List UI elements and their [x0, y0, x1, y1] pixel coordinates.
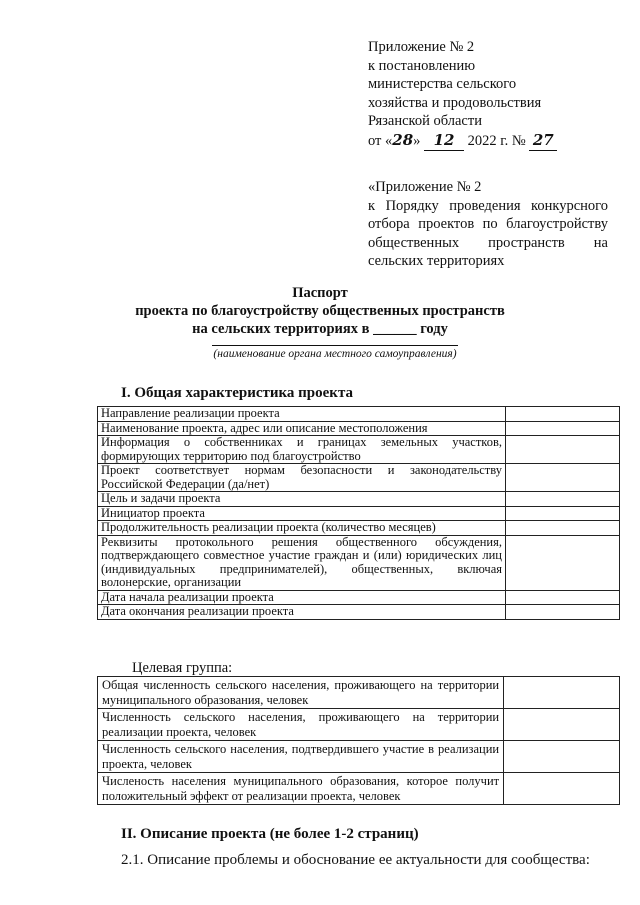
- row-label: Продолжительность реализации проекта (количество месяцев): [98, 521, 506, 536]
- appendix-line: Рязанской области: [368, 113, 482, 130]
- date-mid: »: [413, 132, 421, 149]
- row-value-cell: [504, 773, 620, 805]
- table-row: [98, 521, 620, 536]
- org-name-line: [212, 345, 458, 346]
- row-value-cell: [506, 590, 620, 605]
- target-group-table: [97, 676, 620, 805]
- appendix2-line: сельских территориях: [368, 253, 505, 270]
- heading-line: на сельских территориях в ______ году: [192, 321, 448, 337]
- row-value-cell: [506, 535, 620, 590]
- table-row: [98, 464, 620, 492]
- org-name-caption: (наименование органа местного самоуправления): [213, 348, 457, 360]
- table-row: [98, 535, 620, 590]
- appendix-line: министерства сельского: [368, 76, 517, 93]
- date-month-handwritten: 12: [424, 131, 464, 151]
- heading-line: проекта по благоустройству общественных пространств: [135, 303, 505, 319]
- row-label: Дата начала реализации проекта: [98, 590, 506, 605]
- section1-title: I. Общая характеристика проекта: [121, 385, 354, 401]
- table-row: [98, 709, 620, 741]
- row-label: Реквизиты протокольного решения общественного обсуждения, подтверждающего совместное участие граждан и (или) юридических лиц (индивидуальных предпринимателей), общественных, включая волонерские, организации: [98, 535, 506, 590]
- appendix2-line: «Приложение № 2: [368, 179, 482, 195]
- appendix-line: к постановлению: [368, 57, 476, 74]
- row-label: Цель и задачи проекта: [98, 492, 506, 507]
- row-label: Численость населения муниципального образования, которое получит положительный эффект от реализации проекта, человек: [98, 773, 504, 805]
- table-row: [98, 590, 620, 605]
- date-prefix: от «: [368, 132, 393, 149]
- heading-line: Паспорт: [292, 285, 348, 301]
- row-value-cell: [506, 492, 620, 507]
- table-row: [98, 605, 620, 620]
- row-label: Наименование проекта, адрес или описание местоположения: [98, 421, 506, 436]
- appendix-header: [368, 38, 557, 151]
- date-year: 2022 г. №: [467, 132, 526, 149]
- appendix2-header: [368, 178, 608, 271]
- appendix2-line: общественных пространств на: [368, 234, 608, 251]
- row-label: Численность сельского населения, проживающего на территории реализации проекта, человек: [98, 709, 504, 741]
- row-value-cell: [504, 709, 620, 741]
- row-label: Дата окончания реализации проекта: [98, 605, 506, 620]
- row-value-cell: [504, 677, 620, 709]
- row-value-cell: [506, 407, 620, 422]
- appendix2-line: к Порядку проведения конкурсного: [368, 197, 608, 214]
- decree-number-handwritten: 27: [529, 131, 557, 151]
- table-row: [98, 741, 620, 773]
- table-row: [98, 407, 620, 422]
- paragraph-2-1: 2.1. Описание проблемы и обоснование ее актуальности для сообщества:: [121, 852, 590, 868]
- target-group-label: Целевая группа:: [132, 660, 233, 676]
- passport-heading: [110, 284, 530, 338]
- appendix-line: Приложение № 2: [368, 39, 475, 55]
- section2-title: II. Описание проекта (не более 1-2 страниц): [121, 826, 419, 842]
- row-label: Численность сельского населения, подтвердившего участие в реализации проекта, человек: [98, 741, 504, 773]
- row-label: Направление реализации проекта: [98, 407, 506, 422]
- decree-date-line: [368, 131, 557, 151]
- table-row: [98, 436, 620, 464]
- appendix-line: хозяйства и продовольствия: [368, 94, 542, 111]
- row-label: Информация о собственниках и границах земельных участков, формирующих территорию под благоустройство: [98, 436, 506, 464]
- date-day-handwritten: 28: [392, 130, 414, 149]
- row-label: Проект соответствует нормам безопасности и законодательству Российской Федерации (да/нет): [98, 464, 506, 492]
- table-row: [98, 421, 620, 436]
- row-value-cell: [504, 741, 620, 773]
- row-label: Общая численность сельского населения, проживающего на территории муниципального образования, человек: [98, 677, 504, 709]
- row-label: Инициатор проекта: [98, 506, 506, 521]
- table-row: [98, 506, 620, 521]
- table-row: [98, 677, 620, 709]
- row-value-cell: [506, 421, 620, 436]
- row-value-cell: [506, 605, 620, 620]
- row-value-cell: [506, 464, 620, 492]
- row-value-cell: [506, 436, 620, 464]
- row-value-cell: [506, 521, 620, 536]
- project-characteristics-table: [97, 406, 620, 620]
- row-value-cell: [506, 506, 620, 521]
- table-row: [98, 773, 620, 805]
- table-row: [98, 492, 620, 507]
- appendix2-line: отбора проектов по благоустройству: [368, 216, 608, 233]
